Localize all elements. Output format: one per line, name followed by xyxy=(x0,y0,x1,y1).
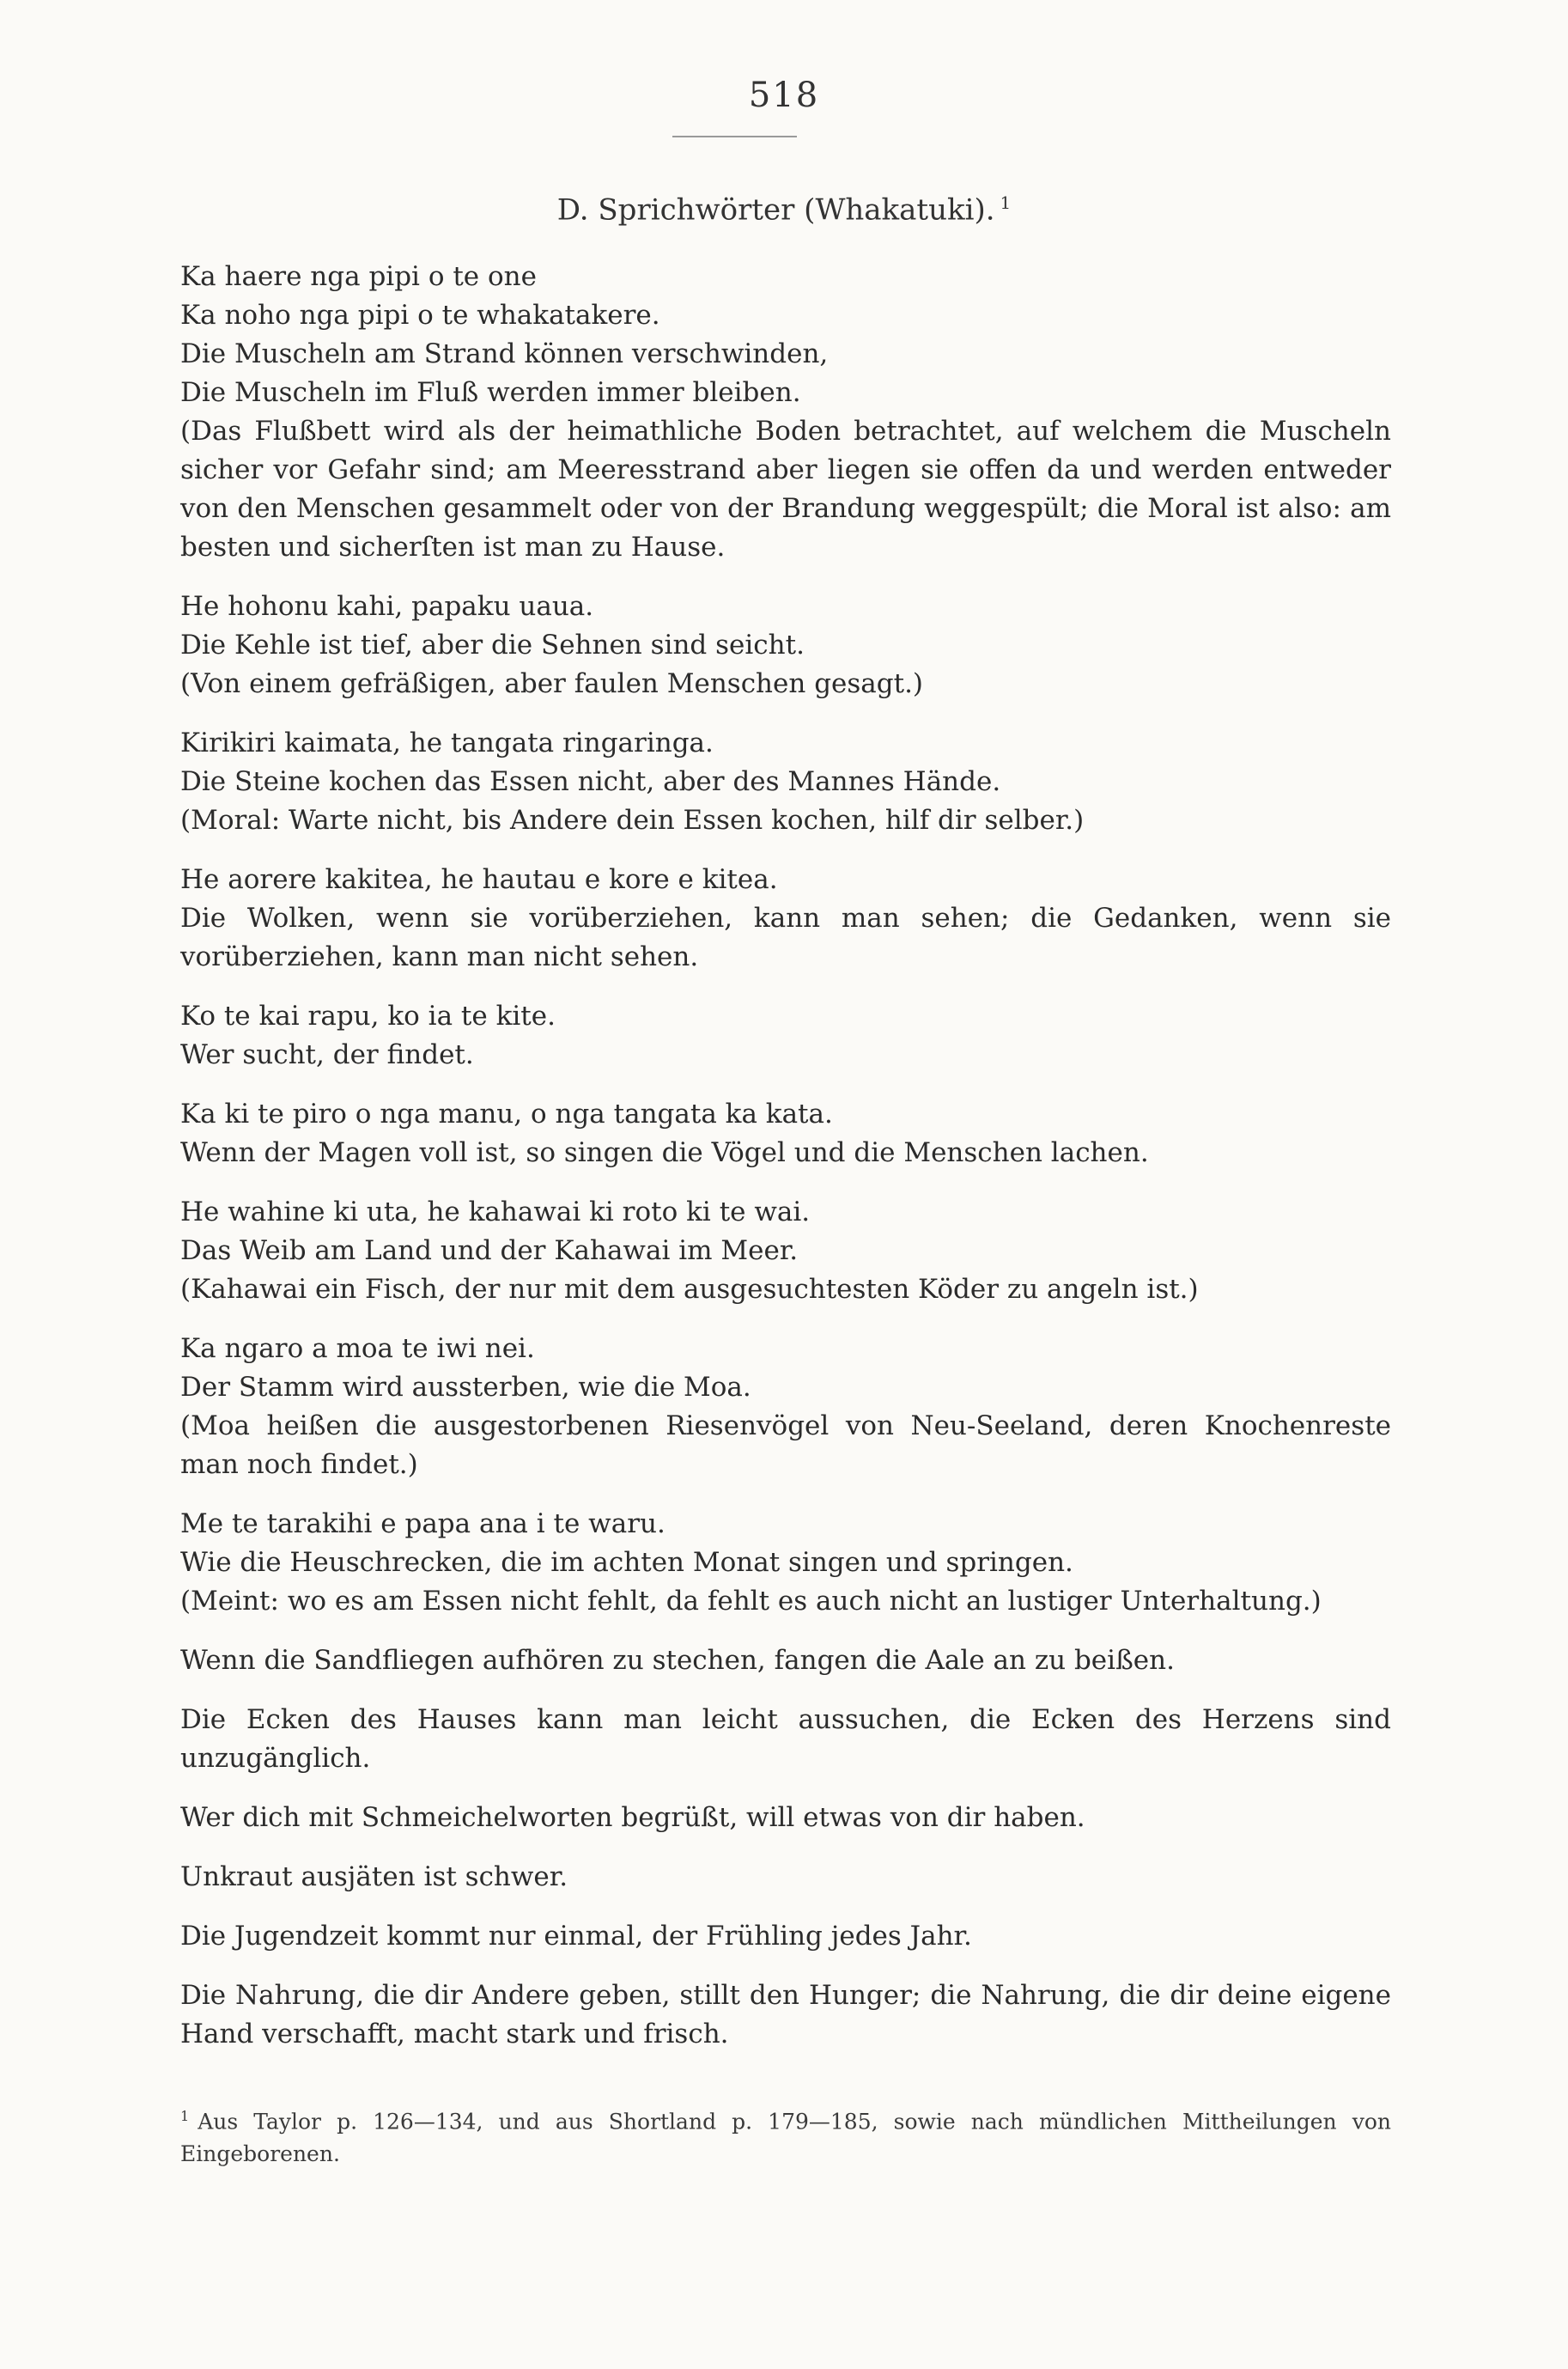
proverb-line: Ka ngaro a moa te iwi nei. xyxy=(180,1333,535,1364)
proverb-line: Wenn der Magen voll ist, so singen die Vögel und die Menschen lachen. xyxy=(180,1137,1149,1168)
proverb-line: Wer sucht, der findet. xyxy=(180,1039,474,1070)
proverb-line: He aorere kakitea, he hautau e kore e kitea. xyxy=(180,864,778,895)
page-number-rule xyxy=(672,136,797,137)
proverb-line: Ka ki te piro o nga manu, o nga tangata ka kata. xyxy=(180,1099,833,1130)
proverb-line: Wie die Heuschrecken, die im achten Monat singen und springen. xyxy=(180,1547,1073,1578)
proverb-block xyxy=(180,1193,1391,1309)
proverb-block xyxy=(180,258,1391,567)
proverb-block xyxy=(180,1976,1391,2054)
proverb-line: (Meint: wo es am Essen nicht fehlt, da fehlt es auch nicht an lustiger Unterhaltung.) xyxy=(180,1586,1322,1617)
proverb-explanation: (Moa heißen die ausgestorbenen Riesenvögel von Neu-Seeland, deren Knochenreste man noch findet.) xyxy=(180,1410,1391,1480)
proverb-line: Die Kehle ist tief, aber die Sehnen sind seicht. xyxy=(180,630,805,661)
proverb-line: He wahine ki uta, he kahawai ki roto ki te wai. xyxy=(180,1197,811,1227)
proverb-line: (Von einem gefräßigen, aber faulen Menschen gesagt.) xyxy=(180,668,924,699)
section-heading xyxy=(0,192,1568,227)
proverb-line: Ka haere nga pipi o te one xyxy=(180,261,537,292)
proverb-explanation: Die Ecken des Hauses kann man leicht aussuchen, die Ecken des Herzens sind unzugänglich. xyxy=(180,1704,1391,1774)
proverb-line: Die Jugendzeit kommt nur einmal, der Frühling jedes Jahr. xyxy=(180,1921,972,1952)
footnote xyxy=(180,2100,1391,2171)
proverb-explanation: (Das Flußbett wird als der heimathliche Boden betrachtet, auf welchem die Muscheln sicher vor Gefahr sind; am Meeresstrand aber liegen sie offen da und werden entweder von den Menschen gesammelt oder von der Brandung weggespült; die Moral ist also: am besten und sicherſten ist man zu Hause. xyxy=(180,416,1391,563)
proverb-line: (Kahawai ein Fisch, der nur mit dem ausgesuchtesten Köder zu angeln ist.) xyxy=(180,1274,1199,1305)
proverb-explanation: Die Nahrung, die dir Andere geben, stillt den Hunger; die Nahrung, die dir deine eigene Hand verschafft, macht stark und frisch. xyxy=(180,1980,1391,2049)
page-number: 518 xyxy=(748,76,820,115)
proverb-block xyxy=(180,588,1391,703)
proverb-block xyxy=(180,997,1391,1075)
proverb-block xyxy=(180,724,1391,840)
proverb-line: Kirikiri kaimata, he tangata ringaringa. xyxy=(180,728,714,758)
proverb-explanation: Die Wolken, wenn sie vorüberziehen, kann man sehen; die Gedanken, wenn sie vorüberziehen, kann man nicht sehen. xyxy=(180,903,1391,972)
proverb-block xyxy=(180,1858,1391,1897)
footnote-text: Aus Taylor p. 126—134, und aus Shortland p. 179—185, sowie nach mündlichen Mittheilungen von Eingeborenen. xyxy=(180,2109,1391,2167)
proverb-line: (Moral: Warte nicht, bis Andere dein Essen kochen, hilf dir selber.) xyxy=(180,805,1085,836)
proverb-line: Die Steine kochen das Essen nicht, aber des Mannes Hände. xyxy=(180,766,1001,797)
proverb-block xyxy=(180,1330,1391,1484)
section-heading-text: D. Sprichwörter (Whakatuki). xyxy=(556,192,995,228)
proverb-line: He hohonu kahi, papaku uaua. xyxy=(180,591,594,622)
proverb-block xyxy=(180,1641,1391,1680)
proverb-line: Die Muscheln am Strand können verschwinden, xyxy=(180,338,829,369)
proverb-line: Ka noho nga pipi o te whakatakere. xyxy=(180,300,660,331)
proverb-line: Der Stamm wird aussterben, wie die Moa. xyxy=(180,1372,751,1403)
proverb-block xyxy=(180,1799,1391,1837)
proverb-block xyxy=(180,1917,1391,1956)
proverb-block xyxy=(180,1701,1391,1778)
heading-footnote-mark: 1 xyxy=(1000,192,1012,213)
footnote-mark: 1 xyxy=(180,2108,190,2124)
proverb-list xyxy=(180,258,1391,2074)
proverb-line: Ko te kai rapu, ko ia te kite. xyxy=(180,1001,556,1032)
proverb-block xyxy=(180,861,1391,977)
proverb-line: Unkraut ausjäten ist schwer. xyxy=(180,1861,568,1892)
proverb-line: Das Weib am Land und der Kahawai im Meer. xyxy=(180,1235,799,1266)
proverb-line: Die Muscheln im Fluß werden immer bleiben. xyxy=(180,377,801,408)
proverb-line: Wer dich mit Schmeichelworten begrüßt, will etwas von dir haben. xyxy=(180,1802,1085,1833)
proverb-block xyxy=(180,1095,1391,1172)
proverb-block xyxy=(180,1505,1391,1621)
proverb-line: Wenn die Sandfliegen aufhören zu stechen, fangen die Aale an zu beißen. xyxy=(180,1645,1175,1676)
proverb-line: Me te tarakihi e papa ana i te waru. xyxy=(180,1508,665,1539)
